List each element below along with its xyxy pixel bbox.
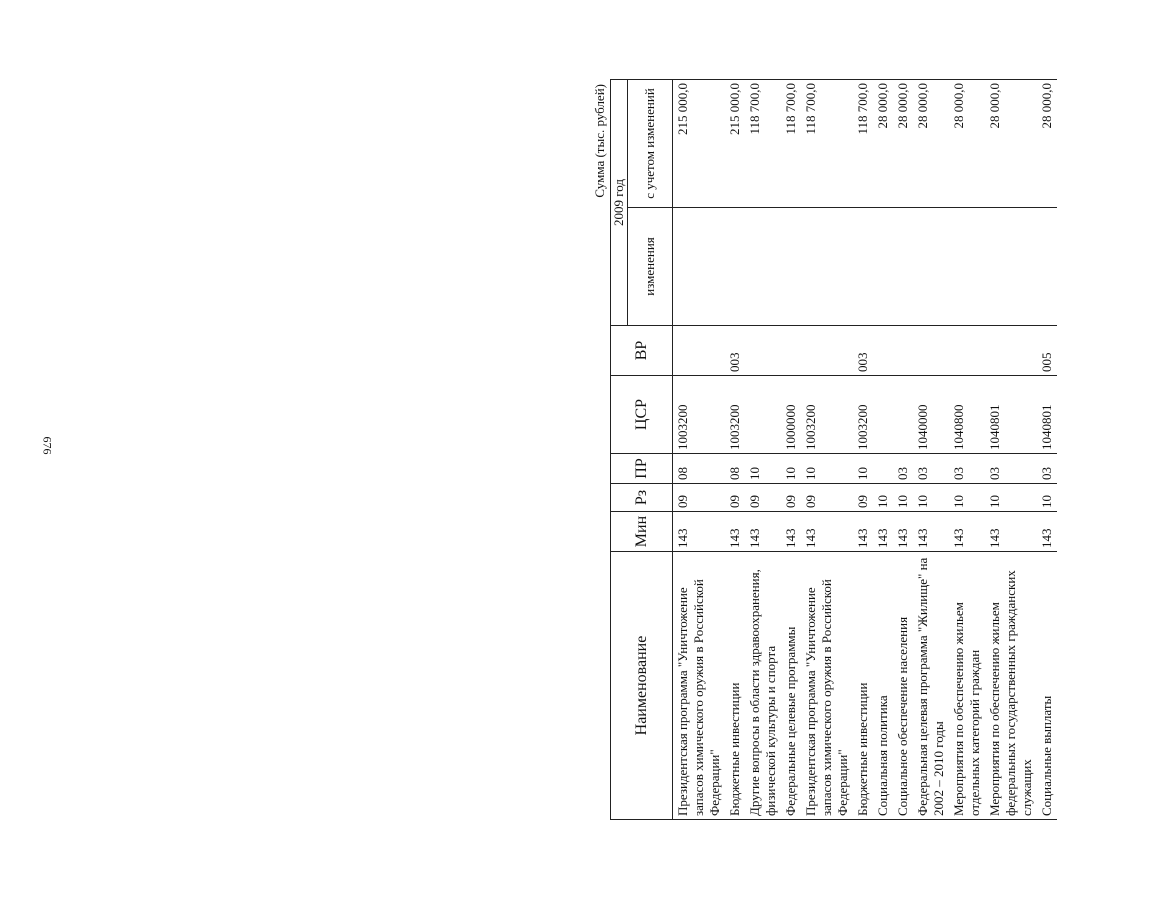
table-row bbox=[781, 80, 801, 820]
cell-rz: 10 bbox=[949, 484, 985, 512]
cell-min: 143 bbox=[673, 512, 726, 552]
cell-csr: 1003200 bbox=[853, 376, 873, 454]
cell-pr bbox=[873, 454, 893, 484]
cell-changes bbox=[853, 208, 873, 326]
table-body bbox=[673, 80, 1058, 820]
cell-changes bbox=[781, 208, 801, 326]
header-year: 2009 год bbox=[611, 80, 628, 326]
cell-csr bbox=[893, 376, 913, 454]
table-row bbox=[673, 80, 726, 820]
table-row bbox=[985, 80, 1037, 820]
header-rz: Рз bbox=[611, 484, 673, 512]
header-pr: ПР bbox=[611, 454, 673, 484]
cell-changes bbox=[745, 208, 781, 326]
cell-pr: 03 bbox=[985, 454, 1037, 484]
cell-csr: 1040000 bbox=[913, 376, 949, 454]
budget-table bbox=[610, 79, 1057, 820]
cell-pr: 03 bbox=[913, 454, 949, 484]
cell-vr bbox=[801, 326, 853, 376]
page-number: 676 bbox=[40, 436, 55, 455]
cell-rz: 10 bbox=[893, 484, 913, 512]
table-row bbox=[801, 80, 853, 820]
cell-rz: 09 bbox=[745, 484, 781, 512]
cell-min: 143 bbox=[781, 512, 801, 552]
cell-name: Мероприятия по обеспечению жильем отдельных категорий граждан bbox=[949, 552, 985, 820]
table-row bbox=[1037, 80, 1057, 820]
cell-csr: 1000000 bbox=[781, 376, 801, 454]
cell-total: 28 000,0 bbox=[949, 80, 985, 208]
cell-name: Бюджетные инвестиции bbox=[725, 552, 745, 820]
cell-vr bbox=[913, 326, 949, 376]
rotated-page-content bbox=[592, 80, 1152, 820]
cell-pr: 10 bbox=[781, 454, 801, 484]
table-row bbox=[913, 80, 949, 820]
table-row bbox=[893, 80, 913, 820]
table-row bbox=[853, 80, 873, 820]
cell-vr bbox=[893, 326, 913, 376]
cell-total: 28 000,0 bbox=[893, 80, 913, 208]
unit-caption: Сумма (тыс. рублей) bbox=[592, 84, 607, 198]
cell-rz: 09 bbox=[725, 484, 745, 512]
header-vr: ВР bbox=[611, 326, 673, 376]
cell-total: 118 700,0 bbox=[853, 80, 873, 208]
cell-min: 143 bbox=[949, 512, 985, 552]
cell-min: 143 bbox=[873, 512, 893, 552]
table-row bbox=[949, 80, 985, 820]
cell-min: 143 bbox=[893, 512, 913, 552]
header-min: Мин bbox=[611, 512, 673, 552]
header-changes: изменения bbox=[628, 208, 673, 326]
cell-csr: 1003200 bbox=[801, 376, 853, 454]
cell-changes bbox=[725, 208, 745, 326]
cell-name: Президентская программа "Уничтожение запасов химического оружия в Российской Федерации" bbox=[801, 552, 853, 820]
cell-min: 143 bbox=[745, 512, 781, 552]
cell-changes bbox=[949, 208, 985, 326]
cell-csr: 1040801 bbox=[985, 376, 1037, 454]
header-csr: ЦСР bbox=[611, 376, 673, 454]
cell-vr: 003 bbox=[725, 326, 745, 376]
cell-rz: 09 bbox=[781, 484, 801, 512]
cell-vr: 003 bbox=[853, 326, 873, 376]
cell-vr bbox=[873, 326, 893, 376]
cell-name: Социальная политика bbox=[873, 552, 893, 820]
cell-min: 143 bbox=[725, 512, 745, 552]
cell-name: Мероприятия по обеспечению жильем федеральных государственных гражданских служащих bbox=[985, 552, 1037, 820]
table-row bbox=[873, 80, 893, 820]
cell-csr: 1040801 bbox=[1037, 376, 1057, 454]
cell-pr: 08 bbox=[673, 454, 726, 484]
cell-min: 143 bbox=[801, 512, 853, 552]
cell-name: Федеральные целевые программы bbox=[781, 552, 801, 820]
cell-changes bbox=[913, 208, 949, 326]
cell-min: 143 bbox=[985, 512, 1037, 552]
cell-changes bbox=[873, 208, 893, 326]
cell-csr: 1003200 bbox=[725, 376, 745, 454]
cell-vr: 005 bbox=[1037, 326, 1057, 376]
cell-rz: 10 bbox=[913, 484, 949, 512]
cell-pr: 10 bbox=[853, 454, 873, 484]
cell-rz: 09 bbox=[673, 484, 726, 512]
cell-changes bbox=[1037, 208, 1057, 326]
cell-changes bbox=[801, 208, 853, 326]
header-name: Наименование bbox=[611, 552, 673, 820]
cell-csr bbox=[873, 376, 893, 454]
cell-total: 118 700,0 bbox=[781, 80, 801, 208]
cell-name: Федеральная целевая программа "Жилище" на 2002 – 2010 годы bbox=[913, 552, 949, 820]
table-row bbox=[725, 80, 745, 820]
cell-name: Бюджетные инвестиции bbox=[853, 552, 873, 820]
cell-pr: 08 bbox=[725, 454, 745, 484]
cell-min: 143 bbox=[853, 512, 873, 552]
cell-name: Другие вопросы в области здравоохранения, физической культуры и спорта bbox=[745, 552, 781, 820]
cell-rz: 10 bbox=[985, 484, 1037, 512]
header-with-changes: с учетом изменений bbox=[628, 80, 673, 208]
cell-rz: 09 bbox=[853, 484, 873, 512]
cell-name: Президентская программа "Уничтожение запасов химического оружия в Российской Федерации" bbox=[673, 552, 726, 820]
cell-changes bbox=[985, 208, 1037, 326]
cell-total: 118 700,0 bbox=[745, 80, 781, 208]
cell-vr bbox=[745, 326, 781, 376]
cell-csr: 1040800 bbox=[949, 376, 985, 454]
table-row bbox=[745, 80, 781, 820]
cell-total: 28 000,0 bbox=[913, 80, 949, 208]
cell-min: 143 bbox=[1037, 512, 1057, 552]
cell-csr: 1003200 bbox=[673, 376, 726, 454]
cell-total: 28 000,0 bbox=[1037, 80, 1057, 208]
cell-pr: 03 bbox=[1037, 454, 1057, 484]
cell-total: 28 000,0 bbox=[873, 80, 893, 208]
cell-total: 215 000,0 bbox=[725, 80, 745, 208]
cell-rz: 09 bbox=[801, 484, 853, 512]
cell-pr: 10 bbox=[745, 454, 781, 484]
cell-total: 118 700,0 bbox=[801, 80, 853, 208]
cell-vr bbox=[781, 326, 801, 376]
cell-vr bbox=[985, 326, 1037, 376]
cell-pr: 10 bbox=[801, 454, 853, 484]
cell-rz: 10 bbox=[873, 484, 893, 512]
cell-name: Социальные выплаты bbox=[1037, 552, 1057, 820]
cell-rz: 10 bbox=[1037, 484, 1057, 512]
cell-pr: 03 bbox=[949, 454, 985, 484]
cell-total: 28 000,0 bbox=[985, 80, 1037, 208]
cell-changes bbox=[673, 208, 726, 326]
cell-changes bbox=[893, 208, 913, 326]
cell-total: 215 000,0 bbox=[673, 80, 726, 208]
cell-name: Социальное обеспечение населения bbox=[893, 552, 913, 820]
cell-pr: 03 bbox=[893, 454, 913, 484]
cell-vr bbox=[949, 326, 985, 376]
cell-csr bbox=[745, 376, 781, 454]
cell-vr bbox=[673, 326, 726, 376]
cell-min: 143 bbox=[913, 512, 949, 552]
